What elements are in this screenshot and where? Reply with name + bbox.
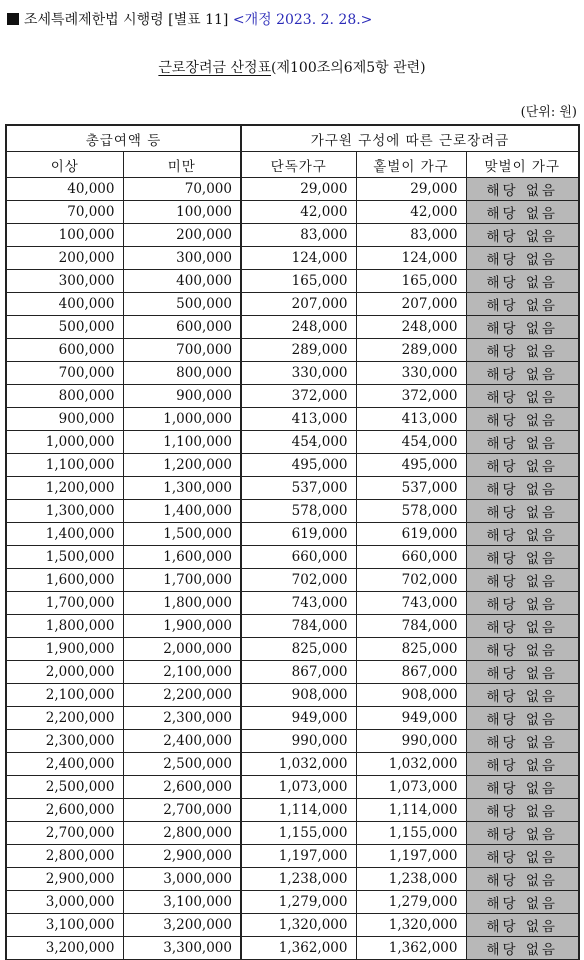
cell-income-from: 1,700,000: [6, 592, 123, 615]
cell-single-earner-amount: 660,000: [356, 546, 466, 569]
cell-income-from: 2,700,000: [6, 822, 123, 845]
table-header-column-row: [6, 152, 579, 178]
cell-income-from: 2,800,000: [6, 845, 123, 868]
cell-income-from: 400,000: [6, 293, 123, 316]
table-row: [6, 937, 579, 960]
cell-income-to: 300,000: [123, 247, 241, 270]
table-row: [6, 293, 579, 316]
cell-single-amount: 495,000: [241, 454, 356, 477]
cell-single-amount: 825,000: [241, 638, 356, 661]
cell-income-to: 3,000,000: [123, 868, 241, 891]
table-row: [6, 431, 579, 454]
cell-single-earner-amount: 1,197,000: [356, 845, 466, 868]
table-row: [6, 684, 579, 707]
cell-income-to: 200,000: [123, 224, 241, 247]
cell-single-earner-amount: 825,000: [356, 638, 466, 661]
cell-dual-earner-not-applicable: 해당 없음: [466, 638, 579, 661]
cell-single-amount: 289,000: [241, 339, 356, 362]
table-row: [6, 822, 579, 845]
cell-income-to: 2,500,000: [123, 753, 241, 776]
cell-single-amount: 1,362,000: [241, 937, 356, 960]
table-row: [6, 638, 579, 661]
cell-dual-earner-not-applicable: 해당 없음: [466, 707, 579, 730]
cell-income-from: 2,600,000: [6, 799, 123, 822]
document-title-reference: (제100조의6제5항 관련): [271, 60, 426, 76]
cell-income-from: 1,800,000: [6, 615, 123, 638]
cell-income-from: 1,400,000: [6, 523, 123, 546]
cell-income-to: 3,200,000: [123, 914, 241, 937]
cell-single-earner-amount: 949,000: [356, 707, 466, 730]
table-row: [6, 615, 579, 638]
incentive-table: [5, 124, 580, 960]
table-row: [6, 385, 579, 408]
cell-dual-earner-not-applicable: 해당 없음: [466, 523, 579, 546]
header-single: 단독가구: [241, 152, 356, 178]
table-row: [6, 408, 579, 431]
cell-income-from: 2,300,000: [6, 730, 123, 753]
cell-income-to: 2,100,000: [123, 661, 241, 684]
cell-single-amount: 83,000: [241, 224, 356, 247]
cell-income-from: 300,000: [6, 270, 123, 293]
cell-income-to: 2,300,000: [123, 707, 241, 730]
cell-income-to: 1,700,000: [123, 569, 241, 592]
cell-single-amount: 990,000: [241, 730, 356, 753]
cell-income-to: 600,000: [123, 316, 241, 339]
table-row: [6, 592, 579, 615]
cell-single-earner-amount: 42,000: [356, 201, 466, 224]
cell-single-amount: 413,000: [241, 408, 356, 431]
cell-single-earner-amount: 207,000: [356, 293, 466, 316]
header-from: 이상: [6, 152, 123, 178]
table-row: [6, 339, 579, 362]
cell-single-earner-amount: 495,000: [356, 454, 466, 477]
cell-single-amount: 784,000: [241, 615, 356, 638]
cell-income-to: 1,100,000: [123, 431, 241, 454]
cell-single-earner-amount: 1,238,000: [356, 868, 466, 891]
cell-single-earner-amount: 1,362,000: [356, 937, 466, 960]
table-row: [6, 523, 579, 546]
table-row: [6, 500, 579, 523]
cell-income-to: 2,900,000: [123, 845, 241, 868]
header-dual-earner: 맞벌이 가구: [466, 152, 579, 178]
table-row: [6, 753, 579, 776]
table-row: [6, 201, 579, 224]
cell-single-earner-amount: 537,000: [356, 477, 466, 500]
cell-dual-earner-not-applicable: 해당 없음: [466, 891, 579, 914]
cell-single-amount: 454,000: [241, 431, 356, 454]
cell-dual-earner-not-applicable: 해당 없음: [466, 661, 579, 684]
header-single-earner: 홑벌이 가구: [356, 152, 466, 178]
cell-dual-earner-not-applicable: 해당 없음: [466, 293, 579, 316]
cell-income-to: 3,300,000: [123, 937, 241, 960]
cell-single-earner-amount: 1,114,000: [356, 799, 466, 822]
header-to: 미만: [123, 152, 241, 178]
header-household: 가구원 구성에 따른 근로장려금: [241, 125, 579, 152]
cell-income-from: 70,000: [6, 201, 123, 224]
table-row: [6, 270, 579, 293]
cell-income-from: 2,100,000: [6, 684, 123, 707]
cell-single-amount: 578,000: [241, 500, 356, 523]
cell-dual-earner-not-applicable: 해당 없음: [466, 914, 579, 937]
cell-income-to: 2,700,000: [123, 799, 241, 822]
cell-income-from: 1,000,000: [6, 431, 123, 454]
cell-income-to: 1,500,000: [123, 523, 241, 546]
annex-title: 조세특례제한법 시행령 [별표 11]: [24, 12, 229, 28]
cell-income-to: 1,200,000: [123, 454, 241, 477]
cell-dual-earner-not-applicable: 해당 없음: [466, 546, 579, 569]
cell-dual-earner-not-applicable: 해당 없음: [466, 684, 579, 707]
cell-income-to: 1,900,000: [123, 615, 241, 638]
cell-income-from: 2,500,000: [6, 776, 123, 799]
table-row: [6, 730, 579, 753]
cell-single-amount: 1,032,000: [241, 753, 356, 776]
cell-income-to: 1,000,000: [123, 408, 241, 431]
unit-label: (단위: 원): [520, 105, 577, 120]
header-income: 총급여액 등: [6, 125, 241, 152]
cell-dual-earner-not-applicable: 해당 없음: [466, 454, 579, 477]
cell-single-earner-amount: 124,000: [356, 247, 466, 270]
cell-dual-earner-not-applicable: 해당 없음: [466, 201, 579, 224]
cell-single-amount: 702,000: [241, 569, 356, 592]
cell-dual-earner-not-applicable: 해당 없음: [466, 270, 579, 293]
cell-single-earner-amount: 743,000: [356, 592, 466, 615]
cell-dual-earner-not-applicable: 해당 없음: [466, 845, 579, 868]
cell-dual-earner-not-applicable: 해당 없음: [466, 247, 579, 270]
cell-single-amount: 29,000: [241, 178, 356, 201]
cell-income-from: 2,400,000: [6, 753, 123, 776]
cell-single-earner-amount: 165,000: [356, 270, 466, 293]
cell-single-amount: 1,073,000: [241, 776, 356, 799]
cell-income-to: 2,200,000: [123, 684, 241, 707]
cell-income-from: 1,100,000: [6, 454, 123, 477]
cell-dual-earner-not-applicable: 해당 없음: [466, 431, 579, 454]
cell-single-earner-amount: 867,000: [356, 661, 466, 684]
cell-income-from: 40,000: [6, 178, 123, 201]
cell-income-from: 1,200,000: [6, 477, 123, 500]
cell-single-amount: 1,279,000: [241, 891, 356, 914]
cell-single-amount: 248,000: [241, 316, 356, 339]
cell-single-amount: 949,000: [241, 707, 356, 730]
cell-income-from: 600,000: [6, 339, 123, 362]
cell-dual-earner-not-applicable: 해당 없음: [466, 362, 579, 385]
cell-single-earner-amount: 1,032,000: [356, 753, 466, 776]
cell-dual-earner-not-applicable: 해당 없음: [466, 500, 579, 523]
cell-single-amount: 207,000: [241, 293, 356, 316]
cell-single-amount: 1,238,000: [241, 868, 356, 891]
document-title-main: 근로장려금 산정표: [158, 60, 272, 76]
cell-single-amount: 330,000: [241, 362, 356, 385]
cell-income-to: 400,000: [123, 270, 241, 293]
table-row: [6, 247, 579, 270]
cell-single-amount: 124,000: [241, 247, 356, 270]
cell-income-from: 1,600,000: [6, 569, 123, 592]
cell-dual-earner-not-applicable: 해당 없음: [466, 799, 579, 822]
table-row: [6, 845, 579, 868]
cell-single-earner-amount: 702,000: [356, 569, 466, 592]
cell-income-to: 1,600,000: [123, 546, 241, 569]
cell-income-to: 900,000: [123, 385, 241, 408]
table-row: [6, 316, 579, 339]
cell-single-earner-amount: 1,073,000: [356, 776, 466, 799]
cell-income-to: 2,800,000: [123, 822, 241, 845]
cell-income-from: 1,300,000: [6, 500, 123, 523]
amendment-date: <개정 2023. 2. 28.>: [232, 12, 373, 28]
cell-dual-earner-not-applicable: 해당 없음: [466, 592, 579, 615]
cell-single-earner-amount: 83,000: [356, 224, 466, 247]
cell-income-to: 2,400,000: [123, 730, 241, 753]
cell-income-from: 1,900,000: [6, 638, 123, 661]
cell-income-from: 800,000: [6, 385, 123, 408]
cell-single-amount: 537,000: [241, 477, 356, 500]
cell-income-from: 3,000,000: [6, 891, 123, 914]
cell-single-amount: 867,000: [241, 661, 356, 684]
cell-income-from: 200,000: [6, 247, 123, 270]
cell-dual-earner-not-applicable: 해당 없음: [466, 477, 579, 500]
cell-dual-earner-not-applicable: 해당 없음: [466, 753, 579, 776]
cell-single-earner-amount: 330,000: [356, 362, 466, 385]
cell-single-earner-amount: 990,000: [356, 730, 466, 753]
annex-header: [7, 10, 372, 30]
cell-single-earner-amount: 1,155,000: [356, 822, 466, 845]
cell-income-to: 3,100,000: [123, 891, 241, 914]
cell-single-earner-amount: 1,279,000: [356, 891, 466, 914]
table-row: [6, 707, 579, 730]
cell-single-amount: 660,000: [241, 546, 356, 569]
table-row: [6, 914, 579, 937]
cell-dual-earner-not-applicable: 해당 없음: [466, 408, 579, 431]
cell-income-to: 2,000,000: [123, 638, 241, 661]
cell-income-to: 2,600,000: [123, 776, 241, 799]
cell-income-from: 2,000,000: [6, 661, 123, 684]
cell-income-from: 100,000: [6, 224, 123, 247]
cell-dual-earner-not-applicable: 해당 없음: [466, 868, 579, 891]
table-row: [6, 799, 579, 822]
cell-income-to: 800,000: [123, 362, 241, 385]
cell-dual-earner-not-applicable: 해당 없음: [466, 615, 579, 638]
table-row: [6, 569, 579, 592]
cell-single-earner-amount: 908,000: [356, 684, 466, 707]
cell-income-to: 100,000: [123, 201, 241, 224]
table-header-group-row: [6, 125, 579, 152]
cell-single-amount: 372,000: [241, 385, 356, 408]
cell-single-amount: 42,000: [241, 201, 356, 224]
cell-income-from: 2,900,000: [6, 868, 123, 891]
cell-income-to: 70,000: [123, 178, 241, 201]
cell-single-amount: 1,155,000: [241, 822, 356, 845]
cell-single-earner-amount: 372,000: [356, 385, 466, 408]
cell-single-amount: 1,114,000: [241, 799, 356, 822]
cell-single-earner-amount: 29,000: [356, 178, 466, 201]
black-square-icon: [7, 13, 19, 25]
cell-dual-earner-not-applicable: 해당 없음: [466, 385, 579, 408]
cell-single-amount: 619,000: [241, 523, 356, 546]
cell-income-from: 1,500,000: [6, 546, 123, 569]
cell-single-earner-amount: 1,320,000: [356, 914, 466, 937]
cell-single-amount: 165,000: [241, 270, 356, 293]
cell-dual-earner-not-applicable: 해당 없음: [466, 224, 579, 247]
table-row: [6, 362, 579, 385]
cell-single-earner-amount: 413,000: [356, 408, 466, 431]
cell-income-from: 3,200,000: [6, 937, 123, 960]
cell-dual-earner-not-applicable: 해당 없음: [466, 178, 579, 201]
table-row: [6, 891, 579, 914]
cell-income-to: 500,000: [123, 293, 241, 316]
cell-dual-earner-not-applicable: 해당 없음: [466, 316, 579, 339]
cell-single-earner-amount: 454,000: [356, 431, 466, 454]
cell-dual-earner-not-applicable: 해당 없음: [466, 822, 579, 845]
cell-income-to: 1,300,000: [123, 477, 241, 500]
cell-single-amount: 743,000: [241, 592, 356, 615]
cell-single-earner-amount: 619,000: [356, 523, 466, 546]
cell-single-amount: 908,000: [241, 684, 356, 707]
cell-income-from: 500,000: [6, 316, 123, 339]
cell-dual-earner-not-applicable: 해당 없음: [466, 776, 579, 799]
cell-income-from: 2,200,000: [6, 707, 123, 730]
table-row: [6, 661, 579, 684]
document-title: [0, 58, 584, 78]
cell-income-from: 700,000: [6, 362, 123, 385]
table-row: [6, 546, 579, 569]
cell-single-earner-amount: 289,000: [356, 339, 466, 362]
cell-single-amount: 1,197,000: [241, 845, 356, 868]
cell-single-earner-amount: 248,000: [356, 316, 466, 339]
cell-income-from: 900,000: [6, 408, 123, 431]
table-row: [6, 224, 579, 247]
cell-single-earner-amount: 578,000: [356, 500, 466, 523]
table-row: [6, 477, 579, 500]
cell-income-to: 1,800,000: [123, 592, 241, 615]
table-row: [6, 178, 579, 201]
table-body: [6, 178, 579, 960]
cell-single-amount: 1,320,000: [241, 914, 356, 937]
cell-dual-earner-not-applicable: 해당 없음: [466, 569, 579, 592]
cell-dual-earner-not-applicable: 해당 없음: [466, 730, 579, 753]
cell-dual-earner-not-applicable: 해당 없음: [466, 339, 579, 362]
cell-dual-earner-not-applicable: 해당 없음: [466, 937, 579, 960]
cell-income-from: 3,100,000: [6, 914, 123, 937]
table-row: [6, 454, 579, 477]
cell-single-earner-amount: 784,000: [356, 615, 466, 638]
cell-income-to: 700,000: [123, 339, 241, 362]
table-row: [6, 776, 579, 799]
cell-income-to: 1,400,000: [123, 500, 241, 523]
table-row: [6, 868, 579, 891]
